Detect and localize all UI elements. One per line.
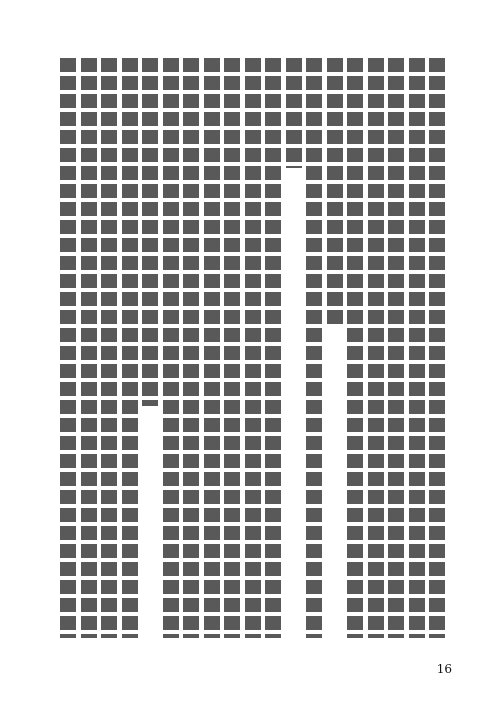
text-line [122,58,138,638]
text-line [183,58,199,638]
text-line [204,58,220,638]
text-line [368,58,384,638]
text-line [101,58,117,638]
text-line [81,58,97,638]
text-line [388,58,404,638]
text-line [245,58,261,638]
text-line [224,58,240,638]
text-line [327,58,343,325]
text-line [409,58,425,638]
text-line [347,58,363,638]
text-line [163,58,179,638]
body-text-placeholder [60,58,445,638]
text-line [286,58,302,168]
text-line [306,58,322,638]
page-number: 16 [436,662,452,676]
text-line [60,58,76,638]
text-line [142,58,158,406]
text-line [265,58,281,638]
text-line [429,58,445,638]
